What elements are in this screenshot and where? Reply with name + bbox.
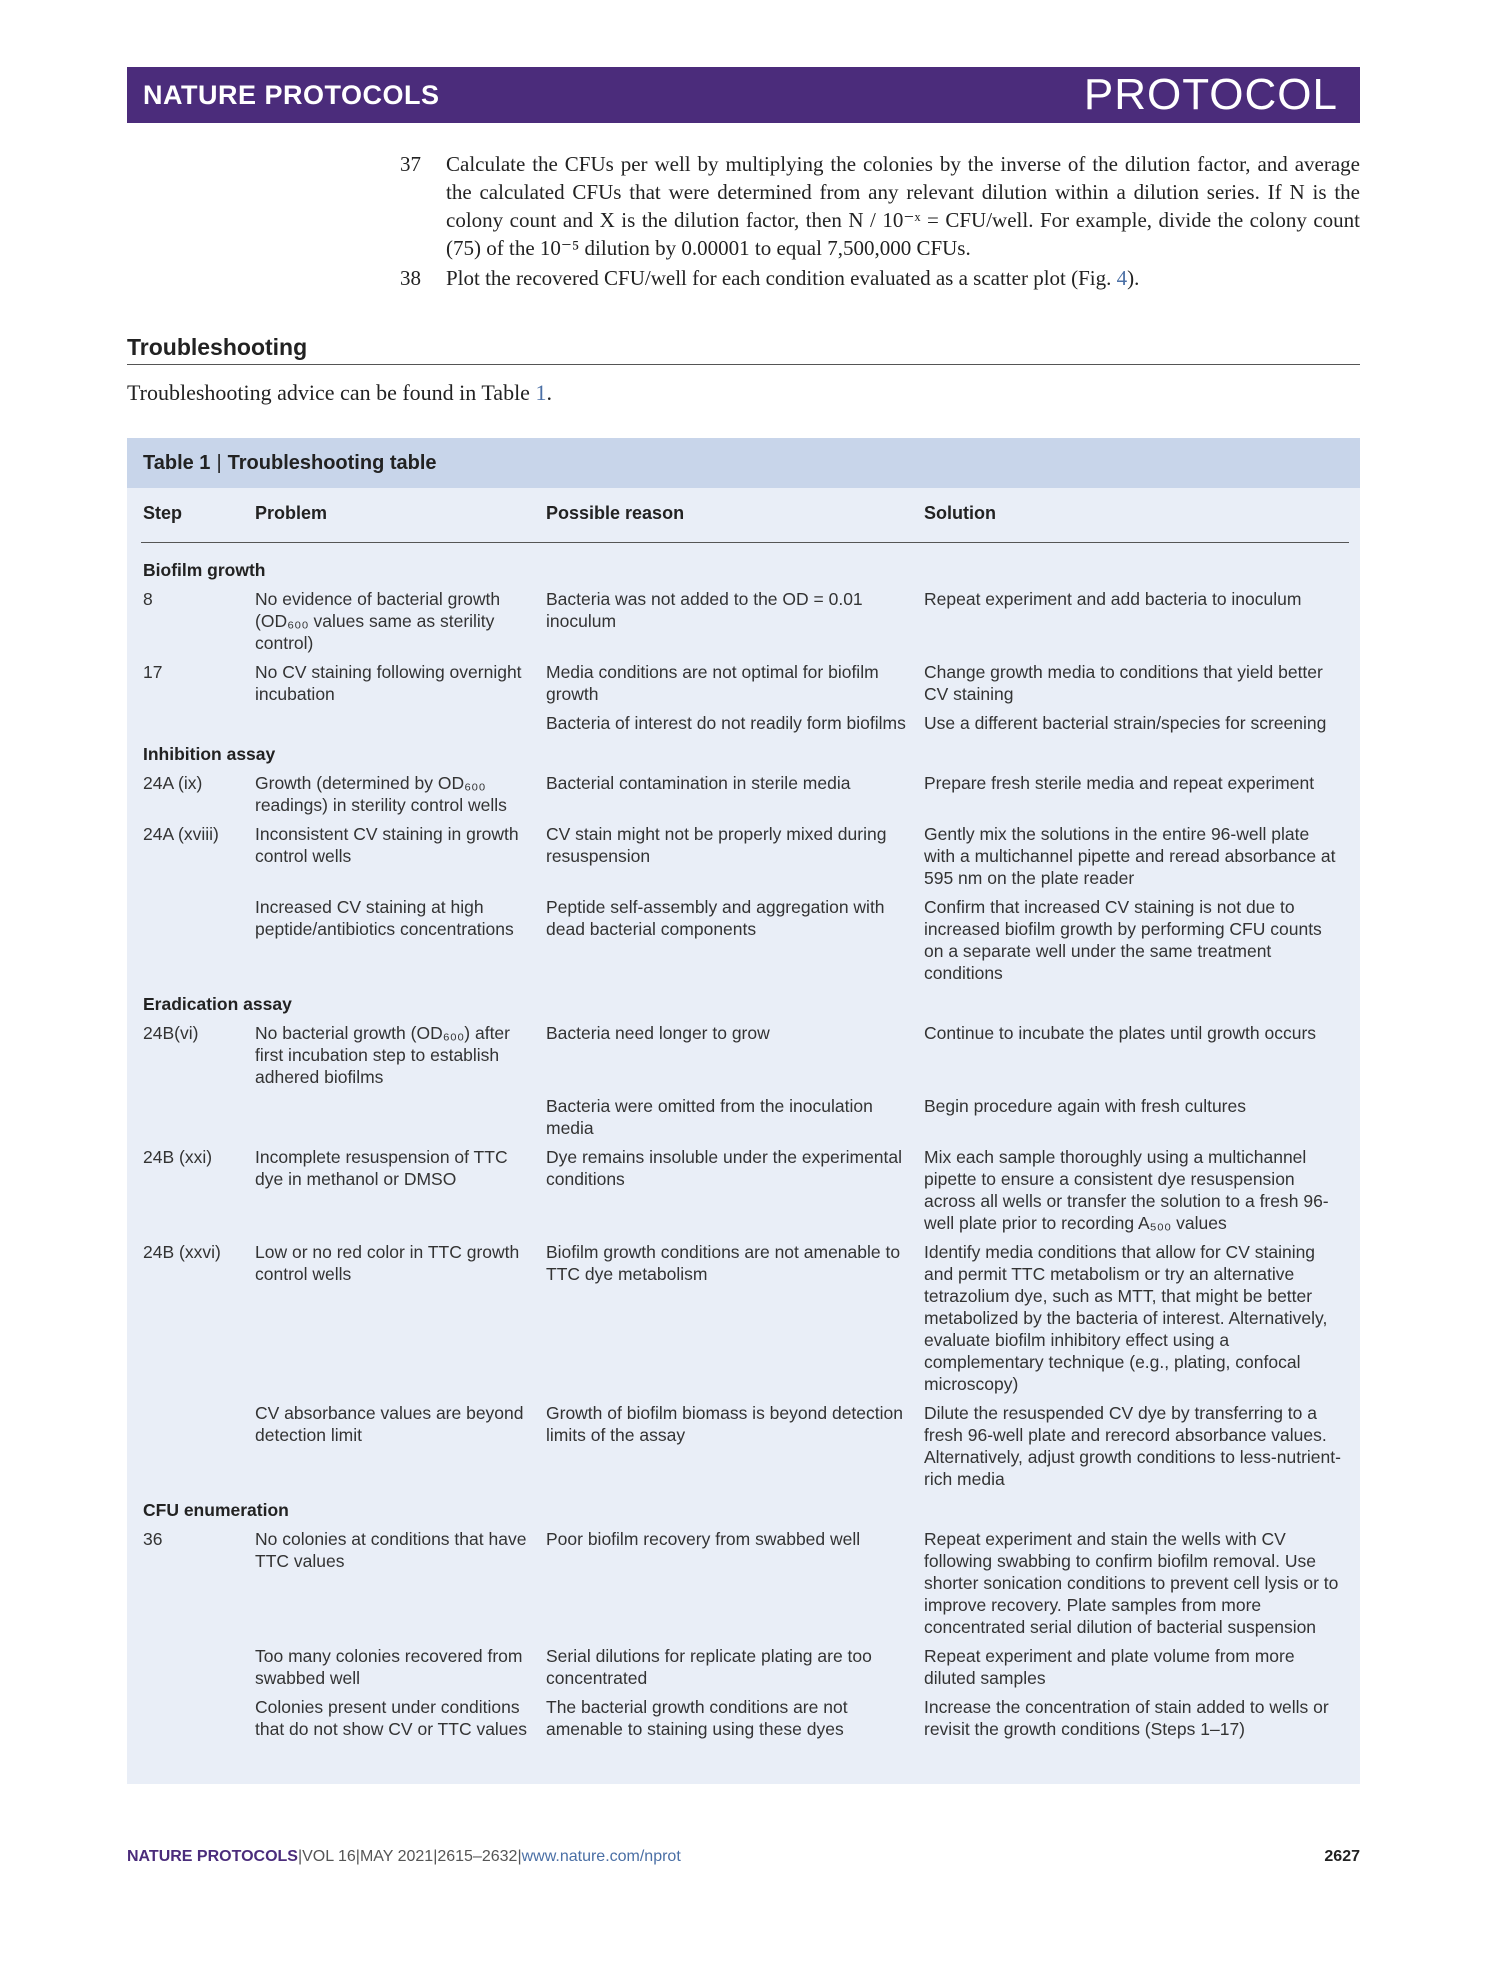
table-label: Table 1 (143, 451, 211, 474)
step-cell: 24B(vi) (143, 1023, 199, 1043)
column-header: Possible reason (544, 488, 922, 543)
solution-cell: Mix each sample thoroughly using a multichannel pipette to ensure a consistent dye resuspension across all wells or transfer the solution to a fresh 96-well plate prior to recording A₅₀₀ values (924, 1147, 1329, 1233)
section-heading: Troubleshooting (127, 334, 1360, 365)
footer-separator: | (517, 1848, 522, 1865)
solution-cell: Repeat experiment and plate volume from more diluted samples (924, 1646, 1295, 1688)
solution-cell: Increase the concentration of stain added to wells or revisit the growth conditions (Steps 1–17) (924, 1697, 1329, 1739)
solution-cell: Continue to incubate the plates until growth occurs (924, 1023, 1317, 1043)
caption-separator: | (216, 451, 222, 474)
problem-cell: No colonies at conditions that have TTC values (255, 1529, 527, 1571)
table-body (141, 543, 1349, 1746)
solution-cell: Change growth media to conditions that yield better CV staining (924, 662, 1323, 704)
solution-cell: Identify media conditions that allow for CV staining and permit TTC metabolism or try an alternative tetrazolium dye, such as MTT, that might be better metabolized by the bacteria of interest. Alternatively, evaluate biofilm inhibitory effect using a complementary technique (e.g., plating, confocal microscopy) (924, 1242, 1328, 1394)
table-row (141, 710, 1349, 739)
solution-cell: Dilute the resuspended CV dye by transferring to a fresh 96-well plate and rerecord absorbance values. Alternatively, adjust growth conditions to less-nutrient-rich media (924, 1403, 1341, 1489)
step-cell (141, 710, 253, 739)
section-row (141, 739, 1349, 770)
table-row (141, 586, 1349, 659)
reason-cell: Growth of biofilm biomass is beyond detection limits of the assay (546, 1403, 903, 1445)
problem-cell: Inconsistent CV staining in growth control wells (255, 824, 519, 866)
problem-cell: Low or no red color in TTC growth control wells (255, 1242, 520, 1284)
footer-citation (127, 1848, 681, 1866)
step-cell: 24B (xxi) (143, 1147, 213, 1167)
article-type: PROTOCOL (1083, 70, 1338, 119)
table-header-row (141, 488, 1349, 543)
footer-url[interactable]: www.nature.com/nprot (521, 1848, 681, 1865)
reason-cell: Poor biofilm recovery from swabbed well (546, 1529, 861, 1549)
troubleshooting-text (127, 380, 552, 406)
column-header: Problem (253, 488, 544, 543)
table-row (141, 894, 1349, 989)
footer-date: MAY 2021 (359, 1848, 434, 1865)
step-cell: 24B (xxvi) (143, 1242, 221, 1262)
problem-cell: Increased CV staining at high peptide/antibiotics concentrations (255, 897, 514, 939)
step-text-part: ). (1127, 266, 1140, 290)
step-cell (141, 1093, 253, 1144)
step-text (446, 264, 1360, 292)
table-row (141, 1020, 1349, 1093)
reason-cell: Dye remains insoluble under the experimental conditions (546, 1147, 903, 1189)
step-37 (400, 150, 1360, 262)
step-cell: 36 (143, 1529, 163, 1549)
section-label: Eradication assay (143, 994, 292, 1014)
step-cell: 17 (143, 662, 163, 682)
table-caption (127, 438, 1360, 488)
solution-cell: Repeat experiment and add bacteria to inoculum (924, 589, 1302, 609)
step-cell: 8 (143, 589, 153, 609)
footer-volume: VOL 16 (302, 1848, 356, 1865)
step-number: 37 (400, 152, 421, 176)
table-row (141, 659, 1349, 710)
table-row (141, 1526, 1349, 1643)
solution-cell: Confirm that increased CV staining is not due to increased biofilm growth by performing CFU counts on a separate well under the same treatment conditions (924, 897, 1322, 983)
troubleshooting-table (127, 438, 1360, 1784)
problem-cell (253, 1093, 544, 1144)
table-grid (141, 488, 1349, 1745)
step-38 (400, 264, 1360, 292)
step-text: Calculate the CFUs per well by multiplying the colonies by the inverse of the dilution factor, and average the calculated CFUs that were determined from any relevant dilution within a dilution series. If N is the colony count and X is the dilution factor, then N / 10⁻ˣ = CFU/well. For example, divide the colony count (75) of the 10⁻⁵ dilution by 0.00001 to equal 7,500,000 CFUs. (446, 152, 1360, 260)
reason-cell: Bacteria need longer to grow (546, 1023, 770, 1043)
footer-journal: NATURE PROTOCOLS (127, 1848, 298, 1865)
table-row (141, 1239, 1349, 1400)
step-cell (141, 1400, 253, 1495)
solution-cell: Prepare fresh sterile media and repeat experiment (924, 773, 1315, 793)
problem-cell: Incomplete resuspension of TTC dye in methanol or DMSO (255, 1147, 508, 1189)
journal-name: NATURE PROTOCOLS (143, 79, 440, 110)
text-part: . (546, 380, 552, 405)
table-row (141, 1694, 1349, 1745)
problem-cell (253, 710, 544, 739)
section-label: CFU enumeration (143, 1500, 289, 1520)
problem-cell: No bacterial growth (OD₆₀₀) after first incubation step to establish adhered biofilms (255, 1023, 510, 1087)
page-footer (127, 1848, 1360, 1866)
reason-cell: Bacteria was not added to the OD = 0.01 inoculum (546, 589, 863, 631)
reason-cell: Serial dilutions for replicate plating are too concentrated (546, 1646, 872, 1688)
footer-separator: | (433, 1848, 438, 1865)
step-cell: 24A (ix) (143, 773, 203, 793)
section-row (141, 543, 1349, 587)
reason-cell: Peptide self-assembly and aggregation with dead bacterial components (546, 897, 885, 939)
section-row (141, 989, 1349, 1020)
journal-banner (127, 67, 1360, 123)
solution-cell: Gently mix the solutions in the entire 96-well plate with a multichannel pipette and reread absorbance at 595 nm on the plate reader (924, 824, 1336, 888)
section-label: Inhibition assay (143, 744, 276, 764)
footer-pages: 2615–2632 (437, 1848, 518, 1865)
problem-cell: Colonies present under conditions that do not show CV or TTC values (255, 1697, 528, 1739)
problem-cell: CV absorbance values are beyond detection limit (255, 1403, 524, 1445)
reason-cell: The bacterial growth conditions are not amenable to staining using these dyes (546, 1697, 848, 1739)
reason-cell: Bacteria of interest do not readily form biofilms (546, 713, 906, 733)
solution-cell: Repeat experiment and stain the wells with CV following swabbing to confirm biofilm removal. Use shorter sonication conditions to prevent cell lysis or to improve recovery. Plate samples from more concentrated serial dilution of bacterial suspension (924, 1529, 1339, 1637)
table-row (141, 1643, 1349, 1694)
reason-cell: Biofilm growth conditions are not amenable to TTC dye metabolism (546, 1242, 901, 1284)
step-cell (141, 1694, 253, 1745)
reason-cell: CV stain might not be properly mixed during resuspension (546, 824, 887, 866)
step-cell (141, 1643, 253, 1694)
step-number: 38 (400, 266, 421, 290)
table-link[interactable]: 1 (535, 380, 547, 405)
procedure-steps (400, 150, 1360, 294)
table-row (141, 770, 1349, 821)
reason-cell: Bacteria were omitted from the inoculation media (546, 1096, 873, 1138)
column-header: Solution (922, 488, 1349, 543)
table-row (141, 1093, 1349, 1144)
step-text-part: Plot the recovered CFU/well for each condition evaluated as a scatter plot (Fig. (446, 266, 1117, 290)
section-row (141, 1495, 1349, 1526)
reason-cell: Media conditions are not optimal for biofilm growth (546, 662, 879, 704)
footer-separator: | (355, 1848, 360, 1865)
section-label: Biofilm growth (143, 560, 266, 580)
reason-cell: Bacterial contamination in sterile media (546, 773, 851, 793)
solution-cell: Use a different bacterial strain/species for screening (924, 713, 1327, 733)
step-cell: 24A (xviii) (143, 824, 219, 844)
table-row (141, 1144, 1349, 1239)
page-number: 2627 (1324, 1848, 1360, 1865)
table-row (141, 821, 1349, 894)
text-part: Troubleshooting advice can be found in Table (127, 380, 536, 405)
table-title: Troubleshooting table (227, 451, 437, 474)
problem-cell: No evidence of bacterial growth (OD₆₀₀ values same as sterility control) (255, 589, 501, 653)
table-row (141, 1400, 1349, 1495)
footer-separator: | (297, 1848, 303, 1865)
solution-cell: Begin procedure again with fresh cultures (924, 1096, 1246, 1116)
column-header: Step (141, 488, 253, 543)
problem-cell: No CV staining following overnight incubation (255, 662, 522, 704)
figure-link[interactable]: 4 (1116, 266, 1128, 290)
problem-cell: Too many colonies recovered from swabbed well (255, 1646, 523, 1688)
problem-cell: Growth (determined by OD₆₀₀ readings) in sterility control wells (255, 773, 507, 815)
step-cell (141, 894, 253, 989)
